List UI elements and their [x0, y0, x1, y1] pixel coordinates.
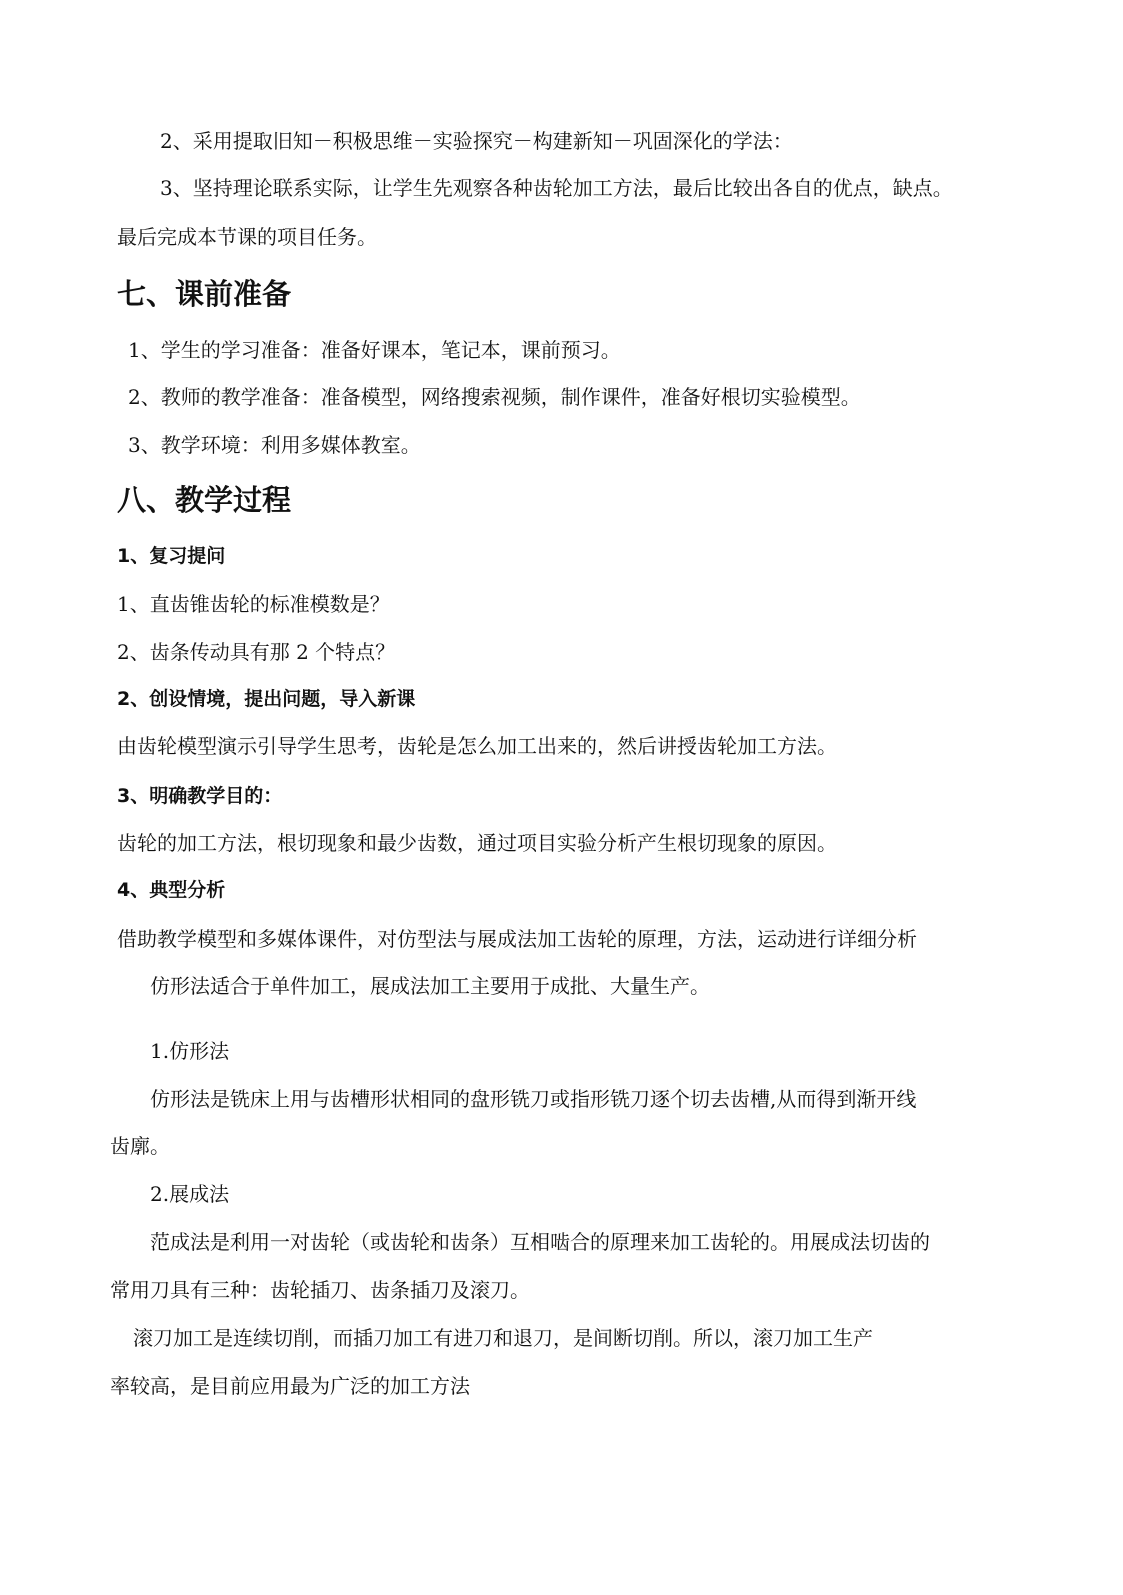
method-item-3-line2: 最后完成本节课的项目任务。 — [117, 225, 377, 249]
goal-text: 齿轮的加工方法，根切现象和最少齿数，通过项目实验分析产生根切现象的原因。 — [117, 831, 837, 855]
method-item-2: 2、采用提取旧知－积极思维－实验探究－构建新知－巩固深化的学法： — [160, 129, 793, 153]
method-1-title: 1.仿形法 — [150, 1039, 230, 1063]
analysis-text-2: 仿形法适合于单件加工，展成法加工主要用于成批、大量生产。 — [150, 974, 710, 998]
prep-item-1: 1、学生的学习准备：准备好课本，笔记本，课前预习。 — [128, 338, 621, 362]
method-2-title: 2.展成法 — [150, 1182, 230, 1206]
method-1-line1: 仿形法是铣床上用与齿槽形状相同的盘形铣刀或指形铣刀逐个切去齿槽,从而得到渐开线 — [150, 1087, 917, 1111]
method-2-line1: 范成法是利用一对齿轮（或齿轮和齿条）互相啮合的原理来加工齿轮的。用展成法切齿的 — [150, 1230, 930, 1254]
review-heading: 1、复习提问 — [117, 545, 226, 567]
section-8-title: 八、教学过程 — [117, 483, 292, 517]
scenario-text: 由齿轮模型演示引导学生思考，齿轮是怎么加工出来的，然后讲授齿轮加工方法。 — [117, 734, 837, 758]
prep-item-2: 2、教师的教学准备：准备模型，网络搜索视频，制作课件，准备好根切实验模型。 — [128, 385, 861, 409]
hob-line2: 率较高，是目前应用最为广泛的加工方法 — [110, 1374, 470, 1398]
hob-line1: 滚刀加工是连续切削，而插刀加工有进刀和退刀，是间断切削。所以，滚刀加工生产 — [133, 1326, 873, 1350]
analysis-text-1: 借助教学模型和多媒体课件，对仿型法与展成法加工齿轮的原理，方法，运动进行详细分析 — [117, 927, 917, 951]
analysis-heading: 4、典型分析 — [117, 879, 226, 901]
scenario-heading: 2、创设情境，提出问题，导入新课 — [117, 688, 416, 710]
method-1-line2: 齿廓。 — [110, 1134, 170, 1158]
goal-heading: 3、明确教学目的： — [117, 785, 283, 807]
method-2-line2: 常用刀具有三种：齿轮插刀、齿条插刀及滚刀。 — [110, 1278, 530, 1302]
review-question-1: 1、直齿锥齿轮的标准模数是？ — [117, 592, 390, 616]
section-7-title: 七、课前准备 — [117, 277, 292, 311]
prep-item-3: 3、教学环境：利用多媒体教室。 — [128, 433, 421, 457]
review-question-2: 2、齿条传动具有那 2 个特点？ — [117, 640, 396, 664]
method-item-3-line1: 3、坚持理论联系实际，让学生先观察各种齿轮加工方法，最后比较出各自的优点，缺点。 — [160, 176, 953, 200]
